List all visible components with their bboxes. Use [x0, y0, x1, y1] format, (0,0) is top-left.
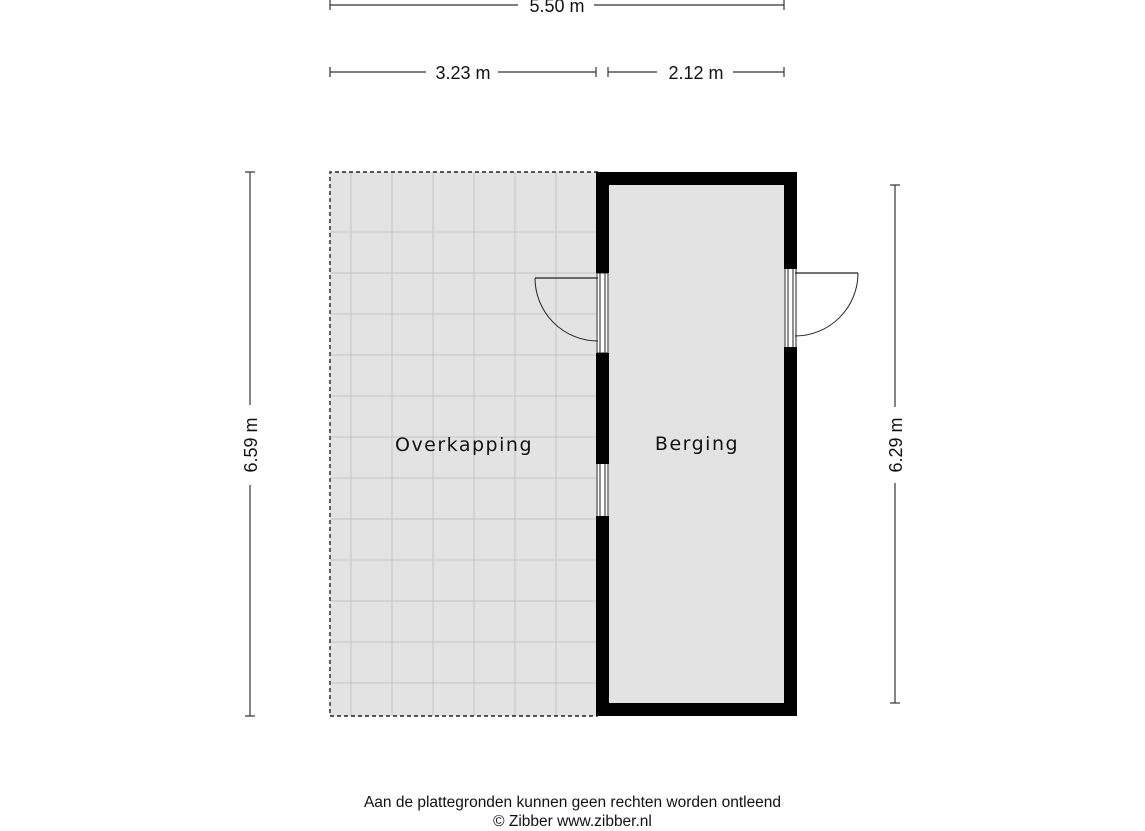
dimension-label-left-width: 3.23 m	[435, 63, 491, 83]
door-right-swing	[795, 273, 858, 336]
dimension-label-right-height: 6.29 m	[886, 417, 906, 473]
room-label-berging: Berging	[654, 433, 740, 455]
dimension-label-right-width: 2.12 m	[668, 63, 724, 83]
dimension-right-width	[608, 63, 784, 83]
dimension-right-height	[886, 185, 906, 703]
window-left	[596, 460, 609, 520]
dimension-label-total-width: 5.50 m	[529, 0, 585, 16]
dimension-left-height	[241, 172, 261, 716]
door-right	[784, 265, 858, 351]
dimension-total-width	[330, 0, 784, 16]
footer-disclaimer: Aan de plattegronden kunnen geen rechten worden ontleend	[363, 794, 782, 811]
footer-copyright: © Zibber www.zibber.nl	[493, 813, 652, 830]
dimension-left-width	[330, 63, 596, 83]
room-label-overkapping: Overkapping	[394, 434, 534, 456]
dimension-label-left-height: 6.59 m	[241, 417, 261, 473]
